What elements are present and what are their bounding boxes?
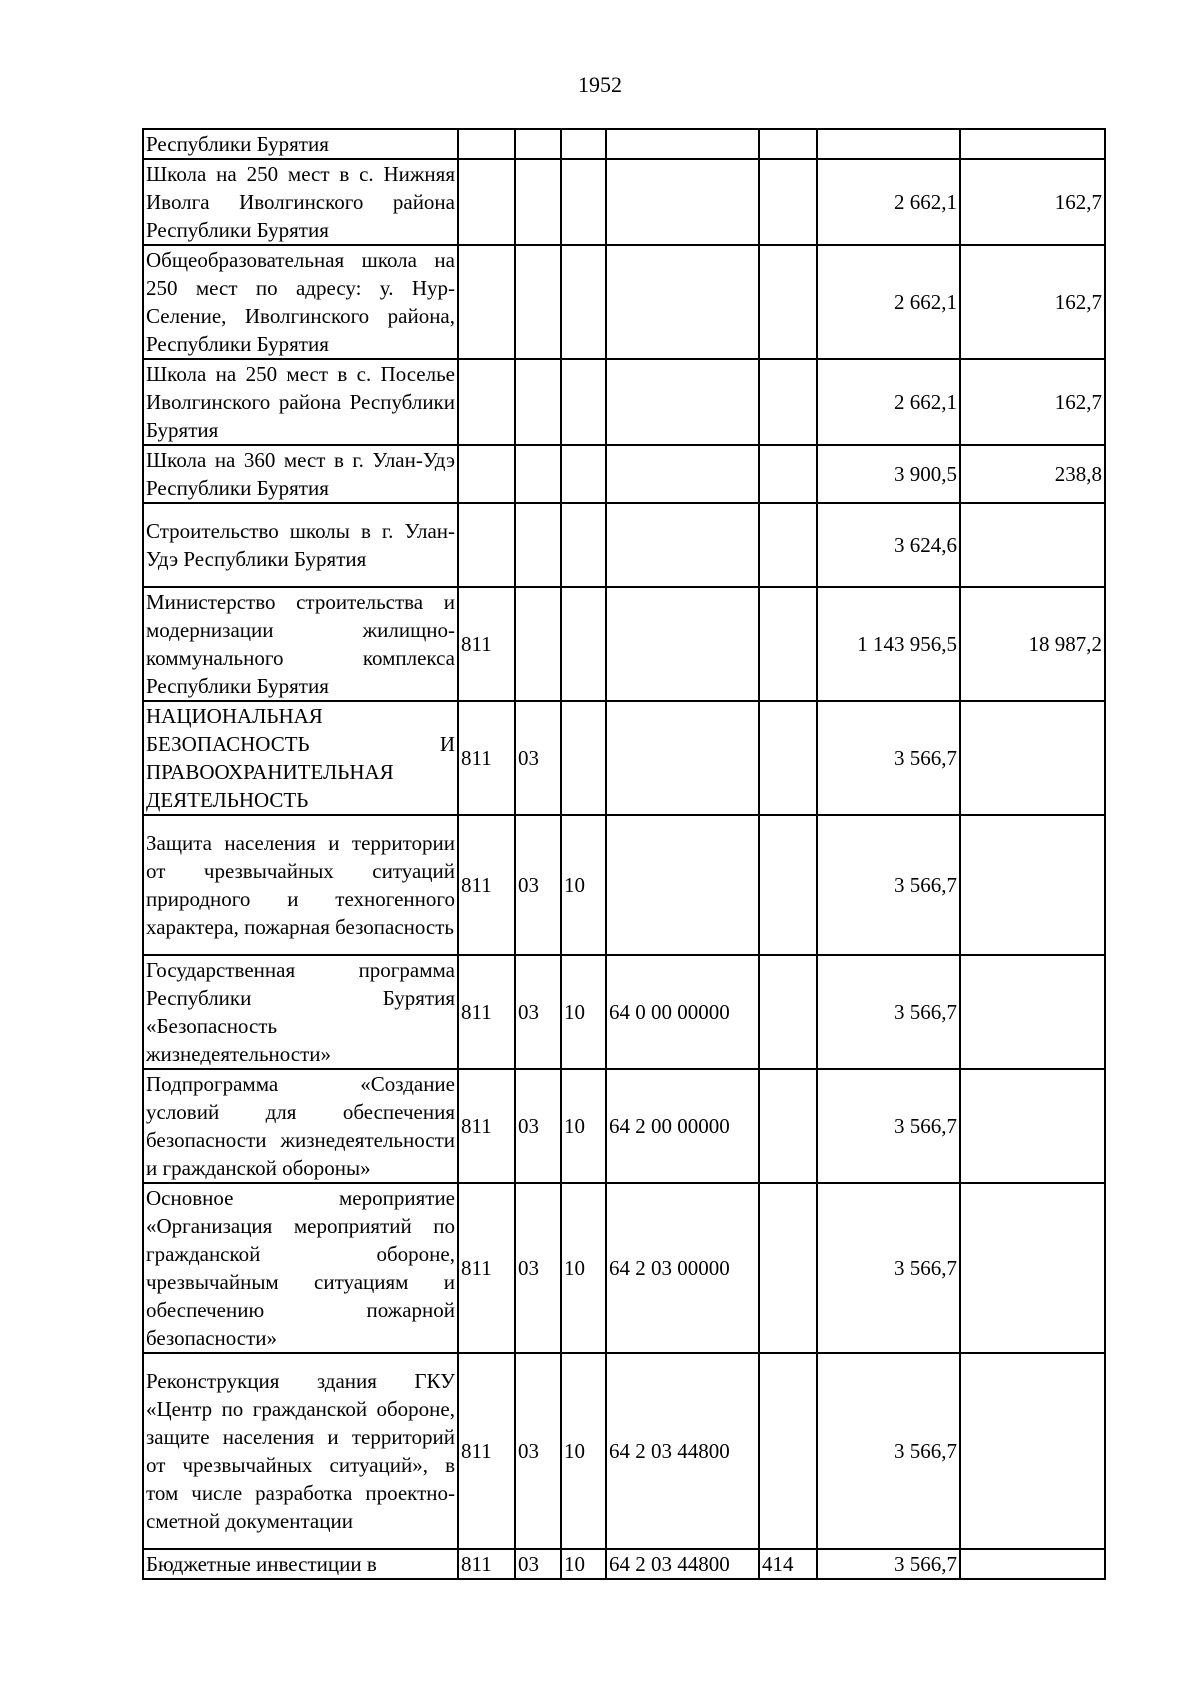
amount-cell-1: 3 566,7	[817, 1183, 960, 1353]
section-code-cell	[515, 159, 561, 245]
row-name-cell: Республики Бурятия	[143, 129, 458, 159]
amount-cell-2	[960, 955, 1105, 1069]
ved-code-cell: 811	[458, 1183, 515, 1353]
expense-type-cell	[759, 1353, 817, 1549]
subsection-code-cell: 10	[561, 1549, 606, 1579]
amount-cell-1: 2 662,1	[817, 245, 960, 359]
target-article-cell	[606, 159, 759, 245]
row-name-cell: Школа на 360 мест в г. Улан-Удэ Республики Бурятия	[143, 445, 458, 503]
ved-code-cell	[458, 359, 515, 445]
amount-cell-2	[960, 1069, 1105, 1183]
amount-cell-2	[960, 701, 1105, 815]
target-article-cell	[606, 245, 759, 359]
row-name-cell: Защита населения и территории от чрезвычайных ситуаций природного и техногенного характера, пожарная безопасность	[143, 815, 458, 955]
section-code-cell: 03	[515, 815, 561, 955]
row-name-cell: Общеобразовательная школа на 250 мест по адресу: у. Нур-Селение, Иволгинского района, Республики Бурятия	[143, 245, 458, 359]
ved-code-cell	[458, 129, 515, 159]
table-row	[143, 503, 1105, 587]
budget-table	[142, 128, 1106, 1580]
amount-cell-2: 162,7	[960, 159, 1105, 245]
row-name-cell: Государственная программа Республики Бурятия «Безопасность жизнедеятельности»	[143, 955, 458, 1069]
subsection-code-cell	[561, 359, 606, 445]
section-code-cell	[515, 129, 561, 159]
amount-cell-1: 1 143 956,5	[817, 587, 960, 701]
expense-type-cell	[759, 587, 817, 701]
table-row	[143, 1549, 1105, 1579]
expense-type-cell	[759, 245, 817, 359]
ved-code-cell	[458, 503, 515, 587]
amount-cell-2	[960, 503, 1105, 587]
section-code-cell	[515, 445, 561, 503]
table-row	[143, 1353, 1105, 1549]
amount-cell-2: 162,7	[960, 359, 1105, 445]
table-row	[143, 445, 1105, 503]
subsection-code-cell	[561, 587, 606, 701]
expense-type-cell: 414	[759, 1549, 817, 1579]
table-row	[143, 701, 1105, 815]
expense-type-cell	[759, 815, 817, 955]
amount-cell-1: 2 662,1	[817, 359, 960, 445]
target-article-cell: 64 2 00 00000	[606, 1069, 759, 1183]
subsection-code-cell: 10	[561, 955, 606, 1069]
subsection-code-cell: 10	[561, 1069, 606, 1183]
expense-type-cell	[759, 359, 817, 445]
row-name-cell: Строительство школы в г. Улан-Удэ Республики Бурятия	[143, 503, 458, 587]
row-name-cell: Подпрограмма «Создание условий для обеспечения безопасности жизнедеятельности и гражданской обороны»	[143, 1069, 458, 1183]
expense-type-cell	[759, 955, 817, 1069]
subsection-code-cell: 10	[561, 1353, 606, 1549]
amount-cell-1: 3 566,7	[817, 955, 960, 1069]
section-code-cell: 03	[515, 1549, 561, 1579]
amount-cell-1: 3 624,6	[817, 503, 960, 587]
amount-cell-1: 2 662,1	[817, 159, 960, 245]
subsection-code-cell: 10	[561, 1183, 606, 1353]
expense-type-cell	[759, 1183, 817, 1353]
subsection-code-cell	[561, 701, 606, 815]
table-row	[143, 359, 1105, 445]
subsection-code-cell	[561, 503, 606, 587]
target-article-cell	[606, 359, 759, 445]
section-code-cell	[515, 587, 561, 701]
ved-code-cell	[458, 159, 515, 245]
table-row	[143, 159, 1105, 245]
ved-code-cell: 811	[458, 955, 515, 1069]
target-article-cell	[606, 587, 759, 701]
target-article-cell	[606, 701, 759, 815]
amount-cell-2	[960, 129, 1105, 159]
amount-cell-2	[960, 815, 1105, 955]
section-code-cell: 03	[515, 1183, 561, 1353]
table-row	[143, 955, 1105, 1069]
subsection-code-cell	[561, 159, 606, 245]
target-article-cell	[606, 503, 759, 587]
ved-code-cell: 811	[458, 815, 515, 955]
amount-cell-2: 162,7	[960, 245, 1105, 359]
target-article-cell: 64 2 03 44800	[606, 1549, 759, 1579]
ved-code-cell: 811	[458, 587, 515, 701]
row-name-cell: НАЦИОНАЛЬНАЯ БЕЗОПАСНОСТЬ И ПРАВООХРАНИТЕЛЬНАЯ ДЕЯТЕЛЬНОСТЬ	[143, 701, 458, 815]
target-article-cell	[606, 129, 759, 159]
table-row	[143, 587, 1105, 701]
amount-cell-2	[960, 1183, 1105, 1353]
table-row	[143, 245, 1105, 359]
ved-code-cell	[458, 245, 515, 359]
section-code-cell: 03	[515, 1069, 561, 1183]
expense-type-cell	[759, 701, 817, 815]
table-row	[143, 129, 1105, 159]
table-row	[143, 815, 1105, 955]
table-body	[143, 129, 1105, 1579]
ved-code-cell: 811	[458, 1069, 515, 1183]
amount-cell-1: 3 900,5	[817, 445, 960, 503]
subsection-code-cell	[561, 445, 606, 503]
amount-cell-2	[960, 1549, 1105, 1579]
target-article-cell: 64 0 00 00000	[606, 955, 759, 1069]
subsection-code-cell	[561, 129, 606, 159]
target-article-cell	[606, 445, 759, 503]
amount-cell-1: 3 566,7	[817, 815, 960, 955]
amount-cell-2: 18 987,2	[960, 587, 1105, 701]
section-code-cell: 03	[515, 701, 561, 815]
amount-cell-1: 3 566,7	[817, 701, 960, 815]
expense-type-cell	[759, 129, 817, 159]
amount-cell-1: 3 566,7	[817, 1353, 960, 1549]
subsection-code-cell	[561, 245, 606, 359]
ved-code-cell: 811	[458, 1549, 515, 1579]
target-article-cell: 64 2 03 44800	[606, 1353, 759, 1549]
ved-code-cell	[458, 445, 515, 503]
expense-type-cell	[759, 503, 817, 587]
ved-code-cell: 811	[458, 1353, 515, 1549]
target-article-cell: 64 2 03 00000	[606, 1183, 759, 1353]
amount-cell-2: 238,8	[960, 445, 1105, 503]
page-number: 1952	[578, 72, 622, 97]
row-name-cell: Реконструкция здания ГКУ «Центр по гражданской обороне, защите населения и территорий от чрезвычайных ситуаций», в том числе разработка проектно-сметной документации	[143, 1353, 458, 1549]
row-name-cell: Основное мероприятие «Организация мероприятий по гражданской обороне, чрезвычайным ситуациям и обеспечению пожарной безопасности»	[143, 1183, 458, 1353]
subsection-code-cell: 10	[561, 815, 606, 955]
row-name-cell: Министерство строительства и модернизации жилищно-коммунального комплекса Республики Бурятия	[143, 587, 458, 701]
table-row	[143, 1183, 1105, 1353]
expense-type-cell	[759, 1069, 817, 1183]
row-name-cell: Школа на 250 мест в с. Нижняя Иволга Иволгинского района Республики Бурятия	[143, 159, 458, 245]
section-code-cell: 03	[515, 955, 561, 1069]
amount-cell-1: 3 566,7	[817, 1069, 960, 1183]
ved-code-cell: 811	[458, 701, 515, 815]
amount-cell-1	[817, 129, 960, 159]
section-code-cell: 03	[515, 1353, 561, 1549]
section-code-cell	[515, 359, 561, 445]
amount-cell-1: 3 566,7	[817, 1549, 960, 1579]
amount-cell-2	[960, 1353, 1105, 1549]
row-name-cell: Бюджетные инвестиции в	[143, 1549, 458, 1579]
table-row	[143, 1069, 1105, 1183]
target-article-cell	[606, 815, 759, 955]
section-code-cell	[515, 503, 561, 587]
section-code-cell	[515, 245, 561, 359]
expense-type-cell	[759, 159, 817, 245]
row-name-cell: Школа на 250 мест в с. Поселье Иволгинского района Республики Бурятия	[143, 359, 458, 445]
expense-type-cell	[759, 445, 817, 503]
